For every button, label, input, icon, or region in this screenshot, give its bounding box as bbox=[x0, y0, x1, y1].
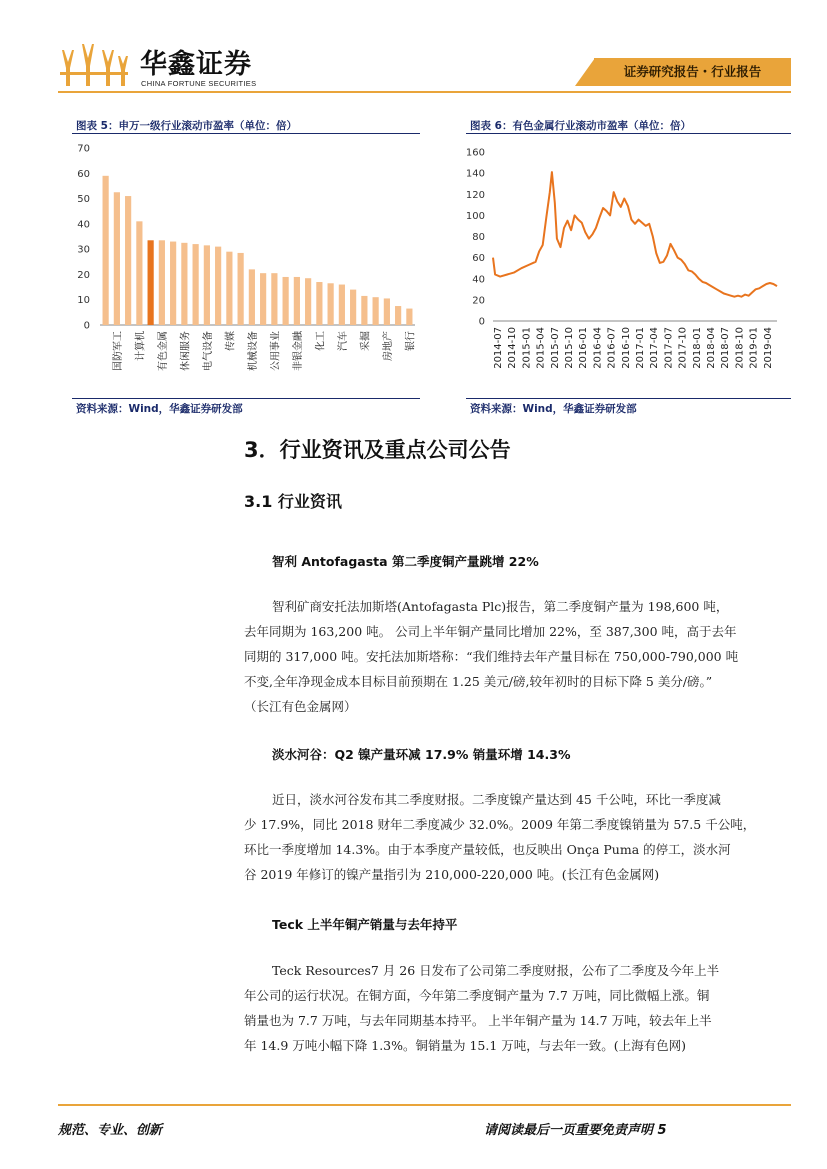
chart5-bar bbox=[148, 240, 154, 325]
chart6-y-tick-label: 160 bbox=[465, 147, 485, 159]
chart6-x-tick-label: 2018-01 bbox=[691, 327, 703, 369]
chart6-x-tick-label: 2014-07 bbox=[493, 327, 504, 369]
news-para-line: 年公司的运行状况。在铜方面，今年第二季度铜产量为 7.7 万吨，同比微幅上涨。铜 bbox=[244, 988, 710, 1003]
chart5-source: 资料来源：Wind，华鑫证券研发部 bbox=[76, 403, 243, 415]
chart6-line-chart bbox=[455, 136, 795, 398]
chart5-bar bbox=[373, 297, 379, 325]
chart5-bar bbox=[384, 298, 390, 325]
chart6-x-tick-label: 2016-04 bbox=[592, 327, 604, 369]
chart5-x-tick-label: 休闲服务 bbox=[180, 331, 192, 371]
chart6-y-tick-label: 100 bbox=[465, 210, 485, 222]
chart5-bar bbox=[204, 245, 210, 325]
chart6-x-tick-label: 2016-01 bbox=[578, 327, 590, 369]
chart6-y-tick-label: 40 bbox=[472, 274, 485, 286]
chart5-y-tick-label: 70 bbox=[77, 143, 90, 155]
footer-slogan: 规范、专业、创新 bbox=[58, 1123, 163, 1138]
chart6-x-tick-label: 2017-07 bbox=[663, 327, 675, 369]
chart5-x-tick-label: 银行 bbox=[405, 331, 417, 351]
chart5-bar bbox=[271, 273, 277, 325]
chart5-x-tick-label: 电气设备 bbox=[202, 331, 214, 371]
subsection-heading: 3.1 行业资讯 bbox=[244, 492, 342, 511]
footer-divider bbox=[58, 1104, 791, 1106]
chart5-bar bbox=[328, 283, 334, 325]
chart5-bar bbox=[181, 243, 187, 325]
chart5-source-rule bbox=[72, 398, 420, 399]
chart5-y-tick-label: 40 bbox=[77, 219, 90, 231]
chart5-x-tick-label: 房地产 bbox=[382, 331, 394, 361]
chart5-bar bbox=[170, 242, 176, 325]
chart5-x-tick-label: 计算机 bbox=[135, 331, 147, 361]
news-para-line: 近日，淡水河谷发布其二季度财报。二季度镍产量达到 45 千公吨，环比一季度减 bbox=[272, 792, 721, 807]
chart6-x-tick-label: 2015-07 bbox=[549, 327, 561, 369]
news-para-line: 少 17.9%，同比 2018 财年二季度减少 32.0%。2009 年第二季度镍销量为 57.5 千公吨， bbox=[244, 817, 756, 832]
logo-chinese-name: 华鑫证券 bbox=[140, 49, 252, 80]
chart5-bar-chart bbox=[60, 136, 422, 398]
news-title-vale: 淡水河谷：Q2 镍产量环减 17.9% 销量环增 14.3% bbox=[272, 747, 571, 762]
section-heading: 3．行业资讯及重点公司公告 bbox=[244, 438, 511, 462]
chart5-bar bbox=[283, 277, 289, 325]
chart5-x-tick-label: 公用事业 bbox=[270, 331, 282, 371]
news-para-line: 环比一季度增加 14.3%。由于本季度产量较低，也反映出 Onça Puma 的停工，淡水河 bbox=[244, 842, 731, 857]
chart5-bar bbox=[193, 244, 199, 325]
chart5-bar bbox=[305, 278, 311, 325]
chart6-y-tick-label: 0 bbox=[478, 316, 485, 328]
chart5-bar bbox=[159, 240, 165, 325]
chart5-y-tick-label: 30 bbox=[77, 244, 90, 256]
chart5-title-rule bbox=[72, 133, 420, 134]
chart5-bar bbox=[215, 247, 221, 325]
chart5-y-tick-label: 20 bbox=[77, 269, 90, 281]
chart5-x-tick-label: 有色金属 bbox=[157, 331, 169, 371]
chart6-series-line bbox=[493, 172, 777, 297]
chart6-x-tick-label: 2018-07 bbox=[720, 327, 732, 369]
chart5-bar bbox=[316, 282, 322, 325]
chart5-x-tick-label: 汽车 bbox=[337, 331, 349, 351]
chart6-x-tick-label: 2019-04 bbox=[762, 327, 774, 369]
chart6-x-tick-label: 2018-10 bbox=[734, 327, 746, 369]
news-para-line: 去年同期为 163,200 吨。 公司上半年铜产量同比增加 22%，至 387,300 吨，高于去年 bbox=[244, 624, 737, 639]
chart5-y-tick-label: 60 bbox=[77, 168, 90, 180]
chart6-x-tick-label: 2015-01 bbox=[521, 327, 533, 369]
chart6-x-tick-label: 2017-10 bbox=[677, 327, 689, 369]
chart5-bar bbox=[125, 196, 131, 325]
chart5-y-tick-label: 0 bbox=[83, 320, 90, 332]
chart5-bar bbox=[294, 277, 300, 325]
chart5-bar bbox=[395, 306, 401, 325]
chart6-x-tick-label: 2016-07 bbox=[606, 327, 618, 369]
chart6-x-tick-label: 2015-04 bbox=[535, 327, 547, 369]
chart6-y-tick-label: 60 bbox=[472, 253, 485, 265]
chart5-y-tick-label: 50 bbox=[77, 194, 90, 206]
chart5-x-tick-label: 机械设备 bbox=[247, 331, 259, 371]
chart6-title-rule bbox=[466, 133, 791, 134]
chart6-source: 资料来源：Wind，华鑫证券研发部 bbox=[470, 403, 637, 415]
news-para-line: 智利矿商安托法加斯塔(Antofagasta Plc)报告，第二季度铜产量为 198,600 吨， bbox=[272, 599, 729, 614]
chart5-x-tick-label: 非银金融 bbox=[292, 331, 304, 371]
report-type-label: 证券研究报告・行业报告 bbox=[623, 64, 762, 79]
chart5-bar bbox=[114, 192, 120, 325]
chart5-bar bbox=[406, 309, 412, 325]
chart6-x-tick-label: 2019-01 bbox=[748, 327, 760, 369]
news-para-line: （长江有色金属网） bbox=[244, 699, 357, 714]
chart5-bar bbox=[350, 290, 356, 325]
logo-mark-icon bbox=[58, 42, 130, 88]
chart6-title: 图表 6：有色金属行业滚动市盈率（单位：倍） bbox=[470, 120, 691, 132]
chart5-bar bbox=[339, 285, 345, 325]
news-para-line: Teck Resources7 月 26 日发布了公司第二季度财报，公布了二季度及今年上半 bbox=[272, 963, 720, 978]
chart6-y-tick-label: 20 bbox=[472, 295, 485, 307]
news-title-teck: Teck 上半年铜产销量与去年持平 bbox=[272, 917, 458, 932]
news-para-line: 谷 2019 年修订的镍产量指引为 210,000-220,000 吨。(长江有色金属网) bbox=[244, 867, 660, 882]
logo-english-name: CHINA FORTUNE SECURITIES bbox=[141, 79, 257, 88]
chart5-y-tick-label: 10 bbox=[77, 295, 90, 307]
chart5-bar bbox=[249, 269, 255, 325]
chart6-y-tick-label: 140 bbox=[465, 168, 485, 180]
chart5-x-tick-label: 化工 bbox=[315, 331, 327, 351]
header-divider bbox=[58, 91, 791, 93]
chart5-bar bbox=[103, 176, 109, 325]
chart5-bar bbox=[361, 296, 367, 325]
chart5-x-tick-label: 国防军工 bbox=[112, 331, 124, 371]
chart6-x-tick-label: 2015-10 bbox=[564, 327, 575, 369]
chart6-y-tick-label: 80 bbox=[472, 232, 485, 243]
chart5-x-tick-label: 采掘 bbox=[360, 331, 372, 351]
chart6-x-tick-label: 2014-10 bbox=[507, 327, 519, 369]
chart6-x-tick-label: 2017-01 bbox=[635, 327, 646, 369]
chart5-bar bbox=[238, 253, 244, 325]
chart6-y-tick-label: 120 bbox=[465, 189, 485, 201]
chart5-title: 图表 5：申万一级行业滚动市盈率（单位：倍） bbox=[76, 120, 297, 132]
news-para-line: 不变,全年净现金成本目标目前预期在 1.25 美元/磅,较年初时的目标下降 5 美分/磅。” bbox=[244, 674, 713, 689]
chart6-source-rule bbox=[466, 398, 791, 399]
chart6-x-tick-label: 2017-04 bbox=[649, 327, 661, 369]
footer-disclaimer-note: 请阅读最后一页重要免责声明 5 bbox=[484, 1123, 667, 1138]
chart6-x-tick-label: 2016-10 bbox=[620, 327, 632, 369]
header-band-slant bbox=[575, 58, 595, 86]
chart6-x-tick-label: 2018-04 bbox=[706, 327, 717, 369]
chart5-bar bbox=[226, 252, 232, 325]
news-para-line: 销量也为 7.7 万吨，与去年同期基本持平。 上半年铜产量为 14.7 万吨，较去年上半 bbox=[244, 1013, 712, 1028]
news-para-line: 年 14.9 万吨小幅下降 1.3%。铜销量为 15.1 万吨，与去年一致。(上海有色网) bbox=[244, 1038, 687, 1053]
news-title-antofagasta: 智利 Antofagasta 第二季度铜产量跳增 22% bbox=[272, 554, 539, 569]
chart5-bar bbox=[260, 273, 266, 325]
news-para-line: 同期的 317,000 吨。安托法加斯塔称：“我们维持去年产量目标在 750,000-790,000 吨 bbox=[244, 649, 739, 664]
chart5-bar bbox=[136, 221, 142, 325]
chart5-x-tick-label: 传媒 bbox=[225, 331, 237, 351]
